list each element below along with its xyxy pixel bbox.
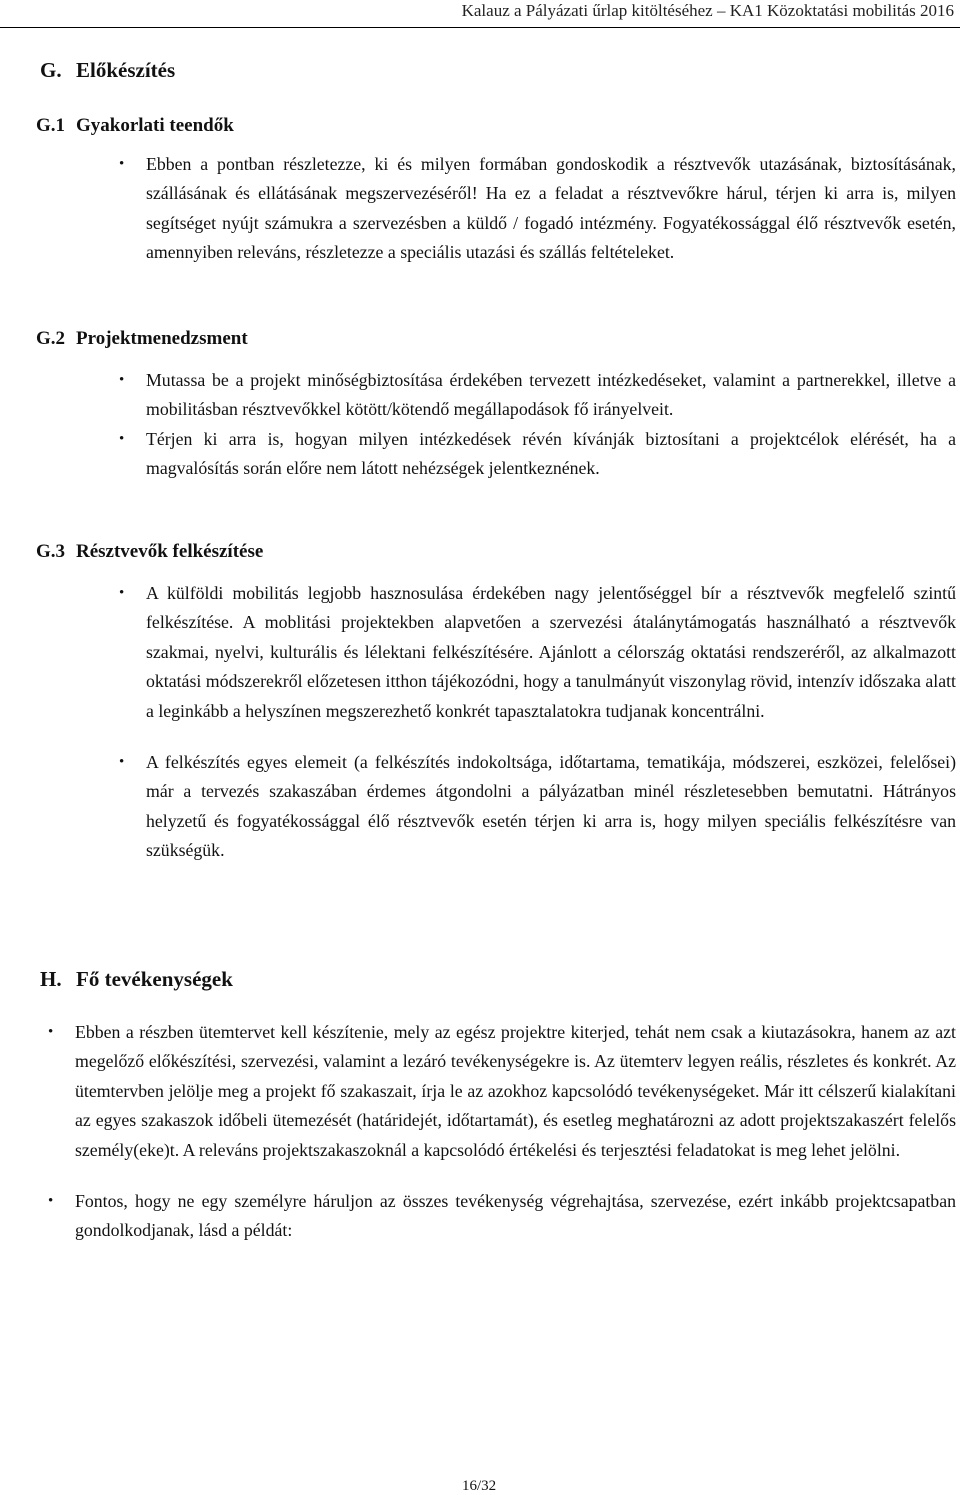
subsection-g2-number: G.2 [36,328,66,349]
list-item [119,366,956,425]
g2-bullet-list [119,366,956,484]
subsection-g2-title: Projektmenedzsment [76,328,248,349]
list-item-text: Térjen ki arra is, hogyan milyen intézkedések révén kívánják biztosítani a projektcélok elérését, ha a magvalósítás során előre nem látott nehézségek jelentkeznének. [146,428,956,479]
g1-bullet-list [119,150,956,268]
bullet-icon: • [48,1193,54,1210]
subsection-g3-heading [36,541,263,563]
bullet-icon: • [119,156,125,172]
bullet-icon: • [119,754,125,771]
list-item-text: Ebben a pontban részletezze, ki és milyen formában gondoskodik a résztvevők utazásának, biztosításának, szállásának és ellátásának megszervezéséről! Ha ez a feladat a résztvevőkre hárul, térjen ki arra is, milyen segítséget nyújt számukra a szervezésben a küldő / fogadó intézmény. Fogyatékossággal élő résztvevők esetén, amennyiben releváns, részletezze a speciális utazási és szállás feltételeket. [146,154,956,263]
list-item [119,748,956,866]
bullet-icon: • [119,430,125,447]
section-g-heading [40,58,175,83]
subsection-g1-number: G.1 [36,115,66,136]
list-item-text: Fontos, hogy ne egy személyre háruljon az összes tevékenység végrehajtása, szervezése, ezért inkább projektcsapatban gondolkodjanak, lásd a példát: [75,1191,956,1241]
list-item [119,579,956,726]
section-g-number: G. [40,58,62,82]
subsection-g1-title: Gyakorlati teendők [76,115,234,136]
section-g-title: Előkészítés [76,58,176,82]
bullet-icon: • [48,1024,54,1040]
bullet-icon: • [119,585,125,601]
subsection-g1-heading [36,115,234,137]
list-item-text: Ebben a részben ütemtervet kell készítenie, mely az egész projektre kiterjed, tehát nem csak a kiutazásokra, hanem az azt megelőző előkészítési, szervezési, valamint a lezáró tevékenységekre is. Az ütemterv legyen reális, részletes és konkrét. Az ütemtervben jelölje meg a projekt fő szakaszait, írja le az azokhoz kapcsolódó tevékenységeket. Már itt célszerű kialakítani az egyes szakaszok időbeli ütemezését (határidejét, időtartamát), és esetleg meghatározni az adott projektszakaszért felelős személy(eke)t. A releváns projektszakaszoknál a kapcsolódó értékelési és terjesztési feladatokat is meg lehet jelölni. [75,1022,956,1160]
list-item [48,1187,956,1246]
section-h-heading [40,967,233,992]
h-bullet-list [48,1018,956,1246]
list-item [48,1018,956,1165]
subsection-g3-title: Résztvevők felkészítése [76,541,264,562]
subsection-g2-heading [36,328,248,350]
section-h-title: Fő tevékenységek [76,967,233,991]
list-item-text: A külföldi mobilitás legjobb hasznosulása érdekében nagy jelentőséggel bír a résztvevők megfelelő szintű felkészítése. A moblitási projektekben alapvetően a szervezési átalánytámogatás használható a résztvevők szakmai, nyelvi, kulturális és lélektani felkészítésére. Ajánlott a célország oktatási rendszeréről, az alkalmazott oktatási módszerekről előzetesen itthon tájékozódni, hogy a tanulmányút viszonylag rövid, intenzív időszaka alatt a leginkább a helyszínen megszerezhető konkrét tapasztalatokra tudjanak koncentrálni. [146,583,956,721]
list-item-text: A felkészítés egyes elemeit (a felkészítés indokoltsága, időtartama, tematikája, módszerei, eszközei, felelősei) már a tervezés szakaszában érdemes átgondolni a pályázatban minél részletesebben bemutatni. Hátrányos helyzetű és fogyatékossággal élő résztvevők esetén térjen ki arra is, hogy milyen speciális felkészítésre van szükségük. [146,752,956,861]
list-item-text: Mutassa be a projekt minőségbiztosítása érdekében tervezett intézkedéseket, valamint a partnerekkel, illetve a mobilitásban résztvevőkkel kötött/kötendő megállapodások fő irányelveit. [146,370,956,420]
page-number: 16/32 [462,1478,497,1494]
header-rule [0,27,960,28]
running-header: Kalauz a Pályázati űrlap kitöltéséhez – KA1 Közoktatási mobilitás 2016 [461,1,954,20]
g3-bullet-list [119,579,956,866]
section-h-number: H. [40,967,62,991]
list-item [119,150,956,268]
subsection-g3-number: G.3 [36,541,66,562]
list-item [119,425,956,484]
bullet-icon: • [119,372,125,388]
